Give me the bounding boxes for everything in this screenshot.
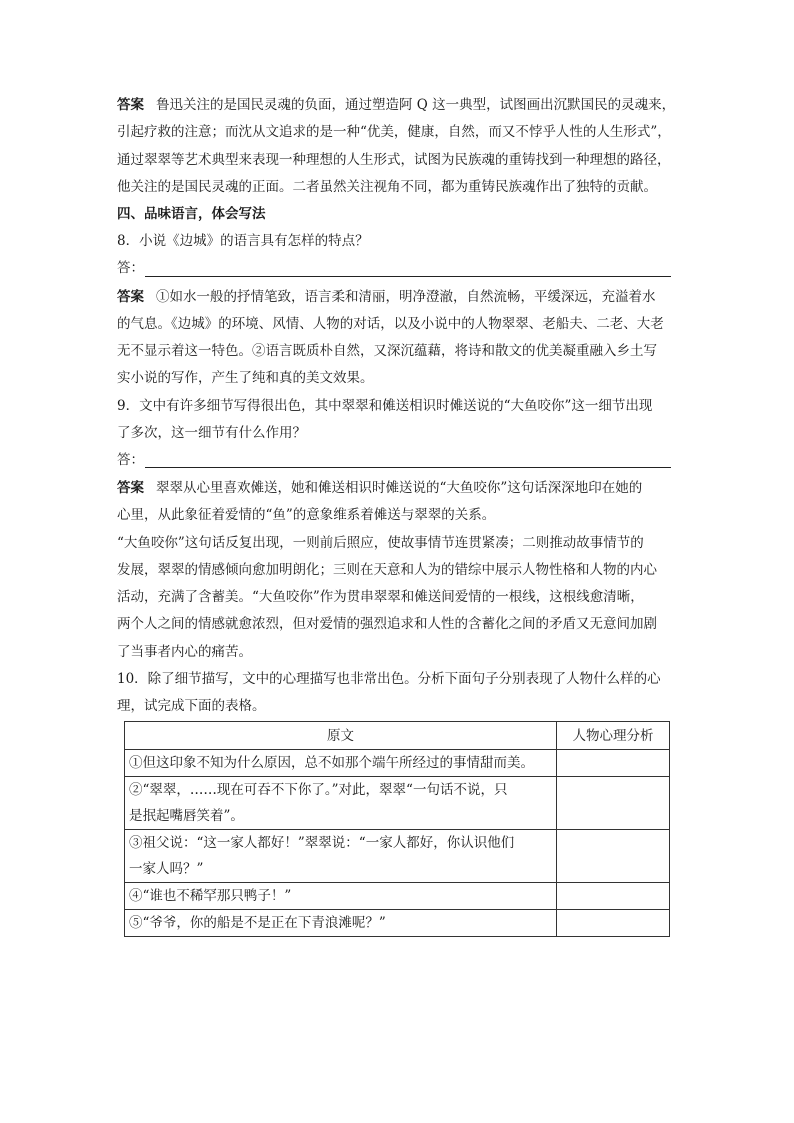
analysis-cell[interactable] [557, 750, 670, 777]
answer-blank-9[interactable] [145, 467, 671, 468]
question-10-line-2: 理，试完成下面的表格。 [117, 698, 266, 714]
original-text-cell: ③祖父说：“这一家人都好！”翠翠说：“一家人都好，你认识他们 一家人吗？” [125, 830, 557, 883]
answer-8-line-4: 实小说的写作，产生了纯和真的美文效果。 [117, 370, 374, 386]
analysis-cell[interactable] [557, 910, 670, 937]
answer-label: 答案 [117, 97, 144, 113]
psychology-analysis-table [124, 721, 670, 937]
table-row [125, 777, 670, 830]
table-row [125, 883, 670, 910]
answer-label: 答案 [117, 289, 144, 305]
answer-blank-8[interactable] [145, 276, 671, 277]
table-header-row [125, 722, 670, 750]
answer-prompt-8: 答： [117, 260, 144, 276]
answer-9-line-5: 活动，充满了含蓄美。“大鱼咬你”作为贯串翠翠和傩送间爱情的一根线，这根线愈清晰， [117, 589, 644, 605]
answer-9-line-4: 发展，翠翠的情感倾向愈加明朗化；三则在天意和人为的错综中展示人物性格和人物的内心 [117, 562, 657, 578]
analysis-cell[interactable] [557, 777, 670, 830]
answer-8-line-3: 无不显示着这一特色。②语言既质朴自然，又深沉蕴藉，将诗和散文的优美凝重融入乡土写 [117, 343, 657, 359]
section-4-title: 四、品味语言，体会写法 [117, 206, 266, 222]
original-text-cell: ④“谁也不稀罕那只鸭子！” [125, 883, 557, 910]
table-row [125, 830, 670, 883]
answer-9-line-7: 了当事者内心的痛苦。 [117, 644, 252, 660]
answer-7-line-3: 通过翠翠等艺术典型来表现一种理想的人生形式，试图为民族魂的重铸找到一种理想的路径， [117, 152, 671, 168]
original-text-cell: ⑤“爷爷，你的船是不是正在下青浪滩呢？” [125, 910, 557, 937]
header-psychology-analysis: 人物心理分析 [557, 722, 670, 750]
question-10-line-1: 10．除了细节描写，文中的心理描写也非常出色。分析下面句子分别表现了人物什么样的心 [117, 671, 661, 687]
analysis-cell[interactable] [557, 883, 670, 910]
answer-9-line-3: “大鱼咬你”这句话反复出现，一则前后照应，使故事情节连贯紧凑；二则推动故事情节的 [117, 535, 644, 551]
answer-label: 答案 [117, 480, 144, 496]
answer-prompt-9: 答： [117, 452, 144, 468]
answer-9-line-1: 答案 翠翠从心里喜欢傩送，她和傩送相识时傩送说的“大鱼咬你”这句话深深地印在她的 [117, 480, 643, 496]
analysis-cell[interactable] [557, 830, 670, 883]
answer-9-line-6: 两个人之间的情感就愈浓烈，但对爱情的强烈追求和人性的含蓄化之间的矛盾又无意间加剧 [117, 616, 657, 632]
question-8: 8．小说《边城》的语言具有怎样的特点？ [117, 233, 369, 249]
question-9-line-1: 9．文中有许多细节写得很出色，其中翠翠和傩送相识时傩送说的“大鱼咬你”这一细节出现 [117, 398, 653, 414]
original-text-cell: ①但这印象不知为什么原因，总不如那个端午所经过的事情甜而美。 [125, 750, 557, 777]
question-9-line-2: 了多次，这一细节有什么作用？ [117, 425, 306, 441]
answer-8-line-1: 答案 ①如水一般的抒情笔致，语言柔和清丽，明净澄澈，自然流畅，平缓深远，充溢着水 [117, 289, 656, 305]
original-text-cell: ②“翠翠，……现在可吞不下你了。”对此，翠翠“一句话不说，只 是抿起嘴唇笑着”。 [125, 777, 557, 830]
header-original-text: 原文 [125, 722, 557, 750]
answer-9-line-2: 心里，从此象征着爱情的“鱼”的意象维系着傩送与翠翠的关系。 [117, 507, 496, 523]
table-row [125, 910, 670, 937]
answer-7-line-2: 引起疗救的注意；而沈从文追求的是一种“优美，健康，自然，而又不悖乎人性的人生形式”， [117, 124, 671, 140]
table-row [125, 750, 670, 777]
answer-8-line-2: 的气息。《边城》的环境、风情、人物的对话，以及小说中的人物翠翠、老船夫、二老、大老 [117, 316, 664, 332]
answer-7-line-4: 他关注的是国民灵魂的正面。二者虽然关注视角不同，都为重铸民族魂作出了独特的贡献。 [117, 179, 657, 195]
answer-7-line-1: 答案 鲁迅关注的是国民灵魂的负面，通过塑造阿 Q 这一典型，试图画出沉默国民的灵魂来， [117, 97, 676, 113]
